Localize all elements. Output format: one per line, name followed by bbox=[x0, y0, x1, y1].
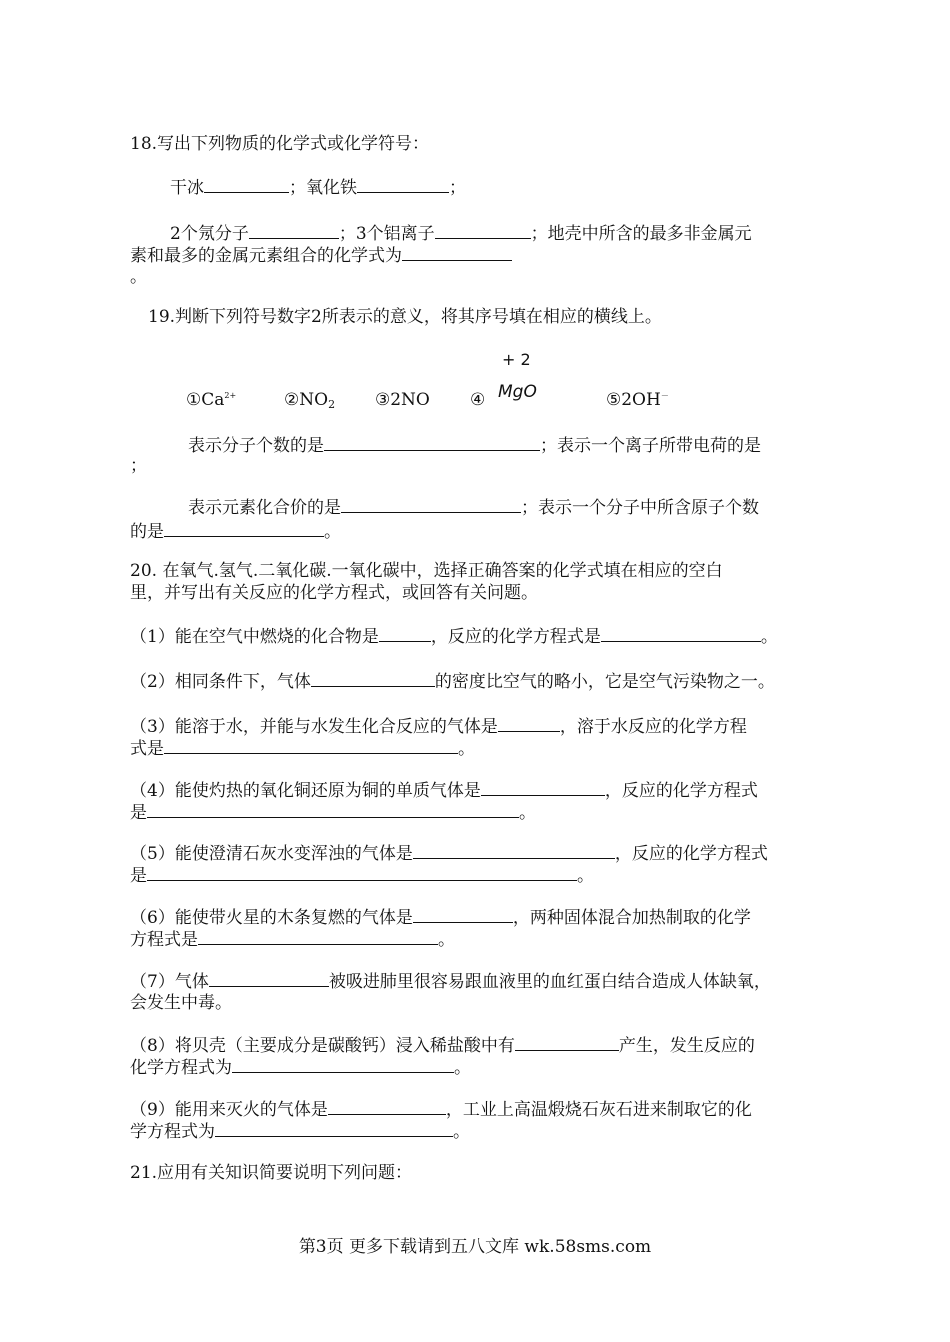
q20-p3-label: （3）能溶于水，并能与水发生化合反应的气体是 bbox=[130, 717, 498, 737]
q19-line2 bbox=[188, 496, 759, 519]
q20-p1-label: （1）能在空气中燃烧的化合物是 bbox=[130, 627, 379, 647]
q20-p5-label2: ，反应的化学方程式 bbox=[614, 844, 768, 864]
q20-p5-blank1[interactable] bbox=[413, 842, 615, 859]
q20-p5 bbox=[130, 842, 768, 865]
q18-dry-ice-blank[interactable] bbox=[204, 176, 289, 193]
q20-p1 bbox=[130, 625, 778, 648]
q19-item2-text: ②NO bbox=[284, 390, 329, 410]
q18-sep2: ； bbox=[449, 178, 466, 198]
q19-valence-label: + 2 bbox=[502, 350, 531, 369]
q20-p5-line2 bbox=[130, 864, 594, 887]
q20-p1-blank2[interactable] bbox=[601, 625, 761, 642]
q20-p6-label: （6）能使带火星的木条复燃的气体是 bbox=[130, 908, 413, 928]
q19-atom-count-label-b: 的是 bbox=[130, 522, 164, 542]
q20-p9-label3: 学方程式为 bbox=[130, 1122, 215, 1142]
q20-p6 bbox=[130, 906, 751, 929]
q20-p1-label2: ，反应的化学方程式是 bbox=[430, 627, 601, 647]
q20-p8-blank1[interactable] bbox=[515, 1034, 619, 1051]
q19-item2 bbox=[284, 389, 335, 413]
q18-iron-oxide-blank[interactable] bbox=[357, 176, 449, 193]
q18-al-label: 3个铝离子 bbox=[355, 224, 435, 244]
q20-p8-label2: 产生，发生反应的 bbox=[618, 1036, 755, 1056]
q19-atom-count-blank[interactable] bbox=[164, 520, 324, 537]
q18-line2 bbox=[170, 222, 752, 245]
q20-p6-line2 bbox=[130, 928, 455, 951]
q20-p6-label2: ，两种固体混合加热制取的化学 bbox=[512, 908, 751, 928]
q20-p8 bbox=[130, 1034, 755, 1057]
q20-p8-label3: 化学方程式为 bbox=[130, 1058, 232, 1078]
q20-p4-blank1[interactable] bbox=[481, 779, 605, 796]
q18-sep1: ； bbox=[289, 178, 306, 198]
q19-item1 bbox=[186, 389, 236, 414]
q20-p5-label3: 是 bbox=[130, 866, 147, 886]
q20-p6-blank1[interactable] bbox=[413, 906, 513, 923]
q20-p2-blank[interactable] bbox=[311, 670, 435, 687]
page-footer: 第3页 更多下载请到五八文库 wk.58sms.com bbox=[298, 1237, 652, 1257]
q19-item4: ④ bbox=[470, 390, 486, 410]
q18-crust-b: 素和最多的金属元素组合的化学式为 bbox=[130, 246, 402, 266]
q18-title: 18.写出下列物质的化学式或化学符号： bbox=[130, 134, 430, 154]
q20-p6-label3: 方程式是 bbox=[130, 930, 198, 950]
q19-item2-subscript: 2 bbox=[328, 398, 336, 411]
q19-item4-formula: MgO bbox=[498, 382, 537, 402]
q18-line3 bbox=[130, 244, 512, 267]
q19-item5-charge: － bbox=[660, 391, 669, 400]
q19-item1-text: ①Ca bbox=[186, 390, 225, 410]
q20-p7-label: （7）气体 bbox=[130, 972, 209, 992]
q19-line3-end: 。 bbox=[324, 522, 341, 542]
q18-sep3: ； bbox=[338, 224, 356, 244]
q18-crust-a: 地壳中所含的最多非金属元 bbox=[547, 224, 752, 244]
q20-p1-end: 。 bbox=[760, 627, 778, 647]
q20-p8-blank2[interactable] bbox=[232, 1056, 454, 1073]
q20-p9-end: 。 bbox=[453, 1122, 470, 1142]
q20-p9-label2: ，工业上高温煅烧石灰石进来制取它的化 bbox=[445, 1100, 752, 1120]
q18-line1 bbox=[170, 176, 466, 199]
q20-p7 bbox=[130, 970, 771, 993]
q20-p3-label2: ，溶于水反应的化学方程 bbox=[559, 717, 747, 737]
q19-ion-charge-label: ；表示一个离子所带电荷的是 bbox=[540, 436, 761, 456]
q19-line3 bbox=[130, 520, 341, 543]
q19-item3: ③2NO bbox=[375, 390, 430, 410]
q20-p5-end: 。 bbox=[577, 866, 594, 886]
q19-item5 bbox=[606, 389, 669, 414]
q19-valence-blank[interactable] bbox=[341, 496, 521, 513]
q20-p9 bbox=[130, 1098, 752, 1121]
q20-p5-blank2[interactable] bbox=[147, 864, 577, 881]
q20-p5-label: （5）能使澄清石灰水变浑浊的气体是 bbox=[130, 844, 413, 864]
q20-p1-blank1[interactable] bbox=[379, 625, 431, 642]
q18-crust-blank[interactable] bbox=[402, 244, 512, 261]
q19-line1-end: ； bbox=[130, 456, 147, 476]
q19-molecule-count-label: 表示分子个数的是 bbox=[188, 436, 324, 456]
q20-p9-blank1[interactable] bbox=[328, 1098, 446, 1115]
q18-end: 。 bbox=[130, 267, 147, 287]
q20-p7-line2: 会发生中毒。 bbox=[130, 993, 232, 1013]
q18-al-blank[interactable] bbox=[435, 222, 531, 239]
q20-p9-blank2[interactable] bbox=[215, 1120, 453, 1137]
q20-p8-label: （8）将贝壳（主要成分是碳酸钙）浸入稀盐酸中有 bbox=[130, 1036, 515, 1056]
q20-p8-end: 。 bbox=[454, 1058, 471, 1078]
q20-p2 bbox=[130, 670, 775, 693]
q20-p4 bbox=[130, 779, 758, 802]
q20-title-b: 里，并写出有关反应的化学方程式，或回答有关问题。 bbox=[130, 583, 538, 603]
q18-sep4: ； bbox=[530, 224, 548, 244]
q19-title: 19.判断下列符号数字2所表示的意义，将其序号填在相应的横线上。 bbox=[148, 307, 662, 327]
q20-p9-line2 bbox=[130, 1120, 470, 1143]
q20-p4-label: （4）能使灼热的氧化铜还原为铜的单质气体是 bbox=[130, 781, 481, 801]
q19-item1-charge: 2+ bbox=[224, 391, 237, 400]
q20-p7-label2: 被吸进肺里很容易跟血液里的血红蛋白结合造成人体缺氧， bbox=[328, 972, 771, 992]
q20-p6-end: 。 bbox=[438, 930, 455, 950]
q20-p4-label2: ，反应的化学方程式 bbox=[604, 781, 758, 801]
q18-neon-label: 2个氖分子 bbox=[170, 224, 249, 244]
q20-title-a: 20. 在氧气.氢气.二氧化碳.一氧化碳中，选择正确答案的化学式填在相应的空白 bbox=[130, 561, 723, 581]
q19-line1 bbox=[188, 434, 761, 457]
q20-p2-label2: 的密度比空气的略小，它是空气污染物之一。 bbox=[434, 672, 775, 692]
q20-p3-end: 。 bbox=[458, 739, 475, 759]
q20-p4-end: 。 bbox=[519, 803, 536, 823]
q19-atom-count-label: ；表示一个分子中所含原子个数 bbox=[521, 498, 759, 518]
q18-iron-oxide-label: 氧化铁 bbox=[306, 178, 357, 198]
q20-p4-line2 bbox=[130, 801, 536, 824]
q20-p6-blank2[interactable] bbox=[198, 928, 438, 945]
q18-neon-blank[interactable] bbox=[249, 222, 339, 239]
q20-p2-label: （2）相同条件下，气体 bbox=[130, 672, 311, 692]
q20-p3-blank1[interactable] bbox=[498, 715, 560, 732]
q20-p3-label3: 式是 bbox=[130, 739, 164, 759]
q20-p9-label: （9）能用来灭火的气体是 bbox=[130, 1100, 328, 1120]
q20-p3-blank2[interactable] bbox=[164, 737, 458, 754]
q20-p7-blank[interactable] bbox=[209, 970, 329, 987]
q20-p4-blank2[interactable] bbox=[147, 801, 519, 818]
q20-p4-label3: 是 bbox=[130, 803, 147, 823]
q19-valence-label-text: 表示元素化合价的是 bbox=[188, 498, 341, 518]
q21-title: 21.应用有关知识简要说明下列问题： bbox=[130, 1163, 413, 1183]
q20-p8-line2 bbox=[130, 1056, 471, 1079]
q20-p3-line2 bbox=[130, 737, 475, 760]
q19-molecule-count-blank[interactable] bbox=[324, 434, 540, 451]
q19-item5-text: ⑤2OH bbox=[606, 390, 661, 410]
q20-p3 bbox=[130, 715, 747, 738]
q18-dry-ice-label: 干冰 bbox=[170, 178, 204, 198]
